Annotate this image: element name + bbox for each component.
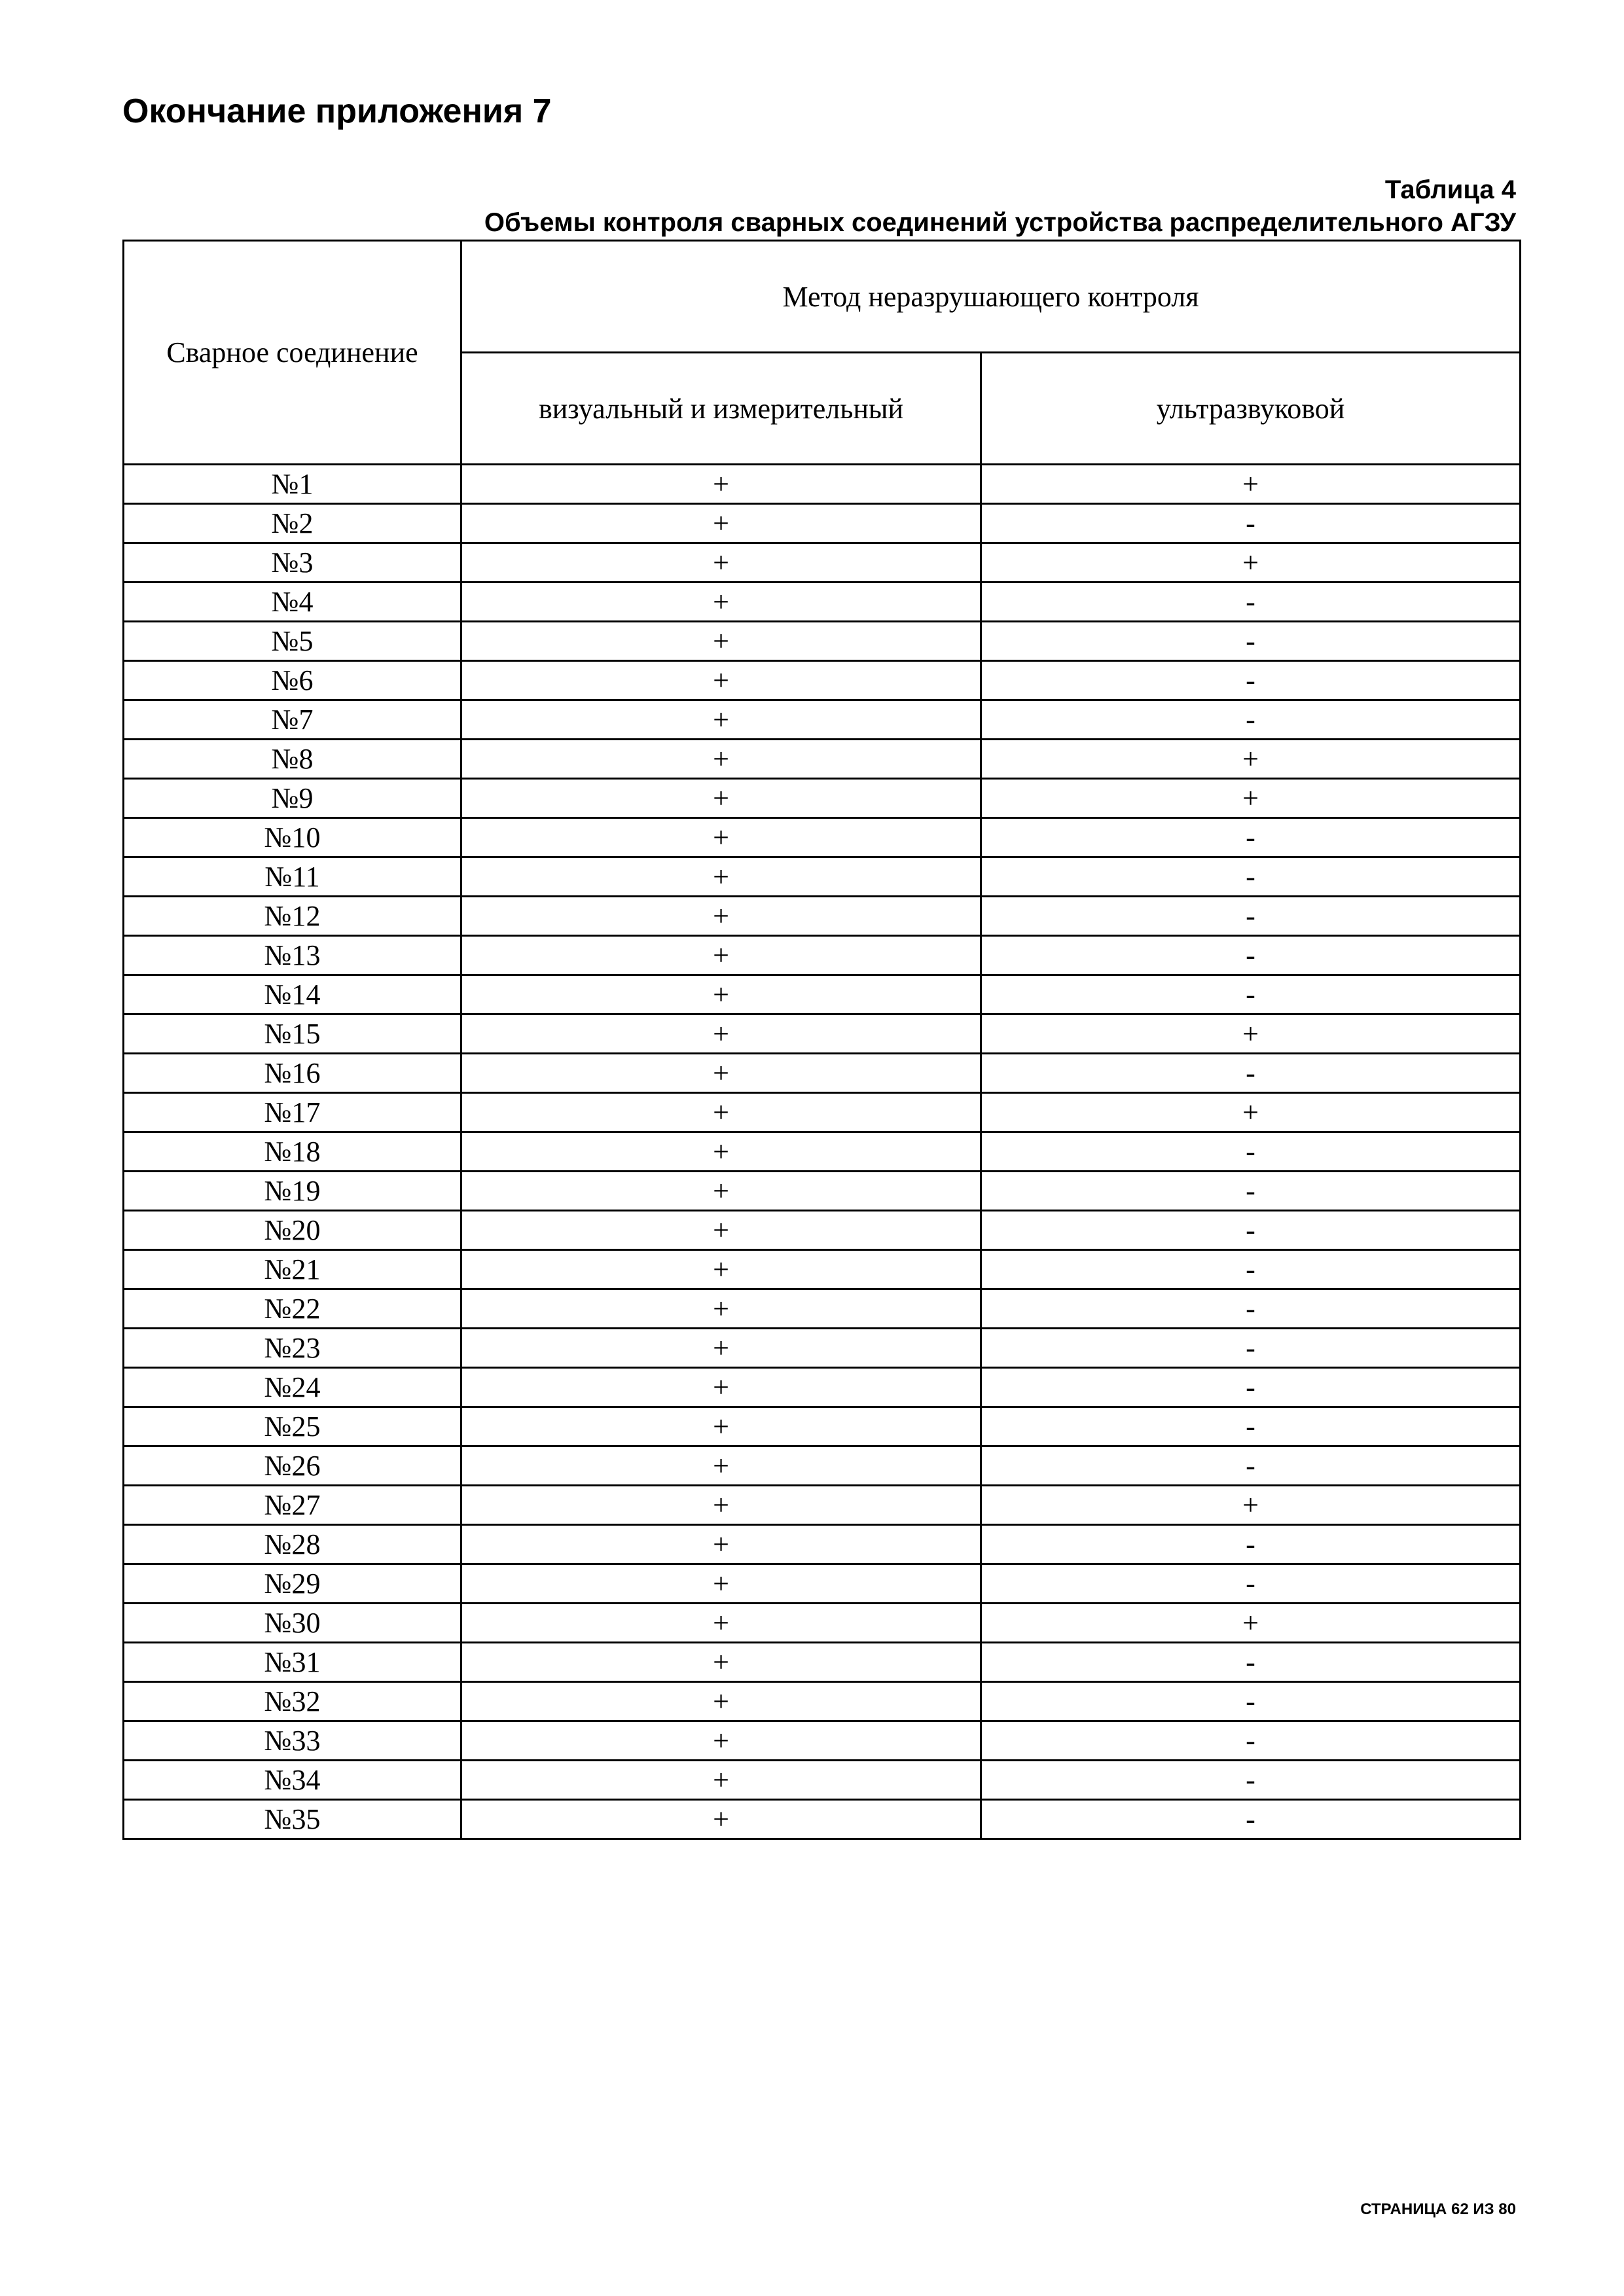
table-row [124,661,1521,700]
cell-visual: + [461,1721,981,1761]
cell-visual: + [461,1446,981,1486]
table-row [124,543,1521,583]
table-row [124,1014,1521,1054]
cell-visual: + [461,1525,981,1564]
cell-joint: №28 [124,1525,461,1564]
cell-joint: №7 [124,700,461,740]
cell-visual: + [461,975,981,1014]
cell-joint: №33 [124,1721,461,1761]
cell-visual: + [461,1643,981,1682]
cell-joint: №26 [124,1446,461,1486]
cell-joint: №29 [124,1564,461,1604]
table-row [124,1329,1521,1368]
cell-joint: №34 [124,1761,461,1800]
cell-ultrasonic: + [981,1014,1521,1054]
table-row [124,1132,1521,1172]
cell-ultrasonic: - [981,1054,1521,1093]
cell-visual: + [461,1054,981,1093]
cell-ultrasonic: - [981,661,1521,700]
header-joint: Сварное соединение [124,241,461,465]
cell-joint: №5 [124,622,461,661]
cell-visual: + [461,1132,981,1172]
cell-visual: + [461,936,981,975]
cell-ultrasonic: - [981,1329,1521,1368]
cell-visual: + [461,1289,981,1329]
cell-ultrasonic: - [981,1800,1521,1839]
cell-visual: + [461,1250,981,1289]
cell-joint: №20 [124,1211,461,1250]
cell-ultrasonic: - [981,1211,1521,1250]
cell-joint: №35 [124,1800,461,1839]
cell-ultrasonic: - [981,583,1521,622]
table-row [124,1211,1521,1250]
table-row [124,700,1521,740]
cell-ultrasonic: - [981,818,1521,857]
cell-joint: №23 [124,1329,461,1368]
cell-visual: + [461,1564,981,1604]
cell-ultrasonic: + [981,740,1521,779]
cell-visual: + [461,1604,981,1643]
table-row [124,818,1521,857]
cell-joint: №21 [124,1250,461,1289]
cell-ultrasonic: - [981,1446,1521,1486]
table-row [124,1643,1521,1682]
table-row [124,1289,1521,1329]
table-row [124,975,1521,1014]
cell-visual: + [461,1368,981,1407]
table-row [124,897,1521,936]
cell-joint: №30 [124,1604,461,1643]
cell-visual: + [461,897,981,936]
table-row [124,1093,1521,1132]
header-method: Метод неразрушающего контроля [461,241,1521,353]
cell-ultrasonic: - [981,857,1521,897]
cell-joint: №25 [124,1407,461,1446]
cell-visual: + [461,700,981,740]
cell-joint: №9 [124,779,461,818]
table-row [124,857,1521,897]
weld-inspection-table [122,240,1521,1840]
cell-joint: №2 [124,504,461,543]
cell-visual: + [461,779,981,818]
cell-ultrasonic: - [981,1721,1521,1761]
cell-visual: + [461,1800,981,1839]
table-row [124,1761,1521,1800]
cell-ultrasonic: - [981,1250,1521,1289]
table-row [124,622,1521,661]
cell-joint: №10 [124,818,461,857]
table-row [124,1604,1521,1643]
cell-ultrasonic: - [981,975,1521,1014]
cell-joint: №13 [124,936,461,975]
table-row [124,1800,1521,1839]
page-number: СТРАНИЦА 62 ИЗ 80 [1360,2200,1516,2218]
page-heading: Окончание приложения 7 [122,92,552,130]
cell-visual: + [461,583,981,622]
cell-ultrasonic: - [981,897,1521,936]
table-label: Таблица 4 [1384,175,1516,204]
table-row [124,936,1521,975]
cell-joint: №6 [124,661,461,700]
cell-ultrasonic: - [981,1761,1521,1800]
cell-ultrasonic: - [981,622,1521,661]
cell-ultrasonic: - [981,936,1521,975]
table-caption: Объемы контроля сварных соединений устройства распределительного АГЗУ [484,208,1516,237]
cell-visual: + [461,1486,981,1525]
table-row [124,740,1521,779]
cell-ultrasonic: - [981,504,1521,543]
table-row [124,1407,1521,1446]
cell-joint: №18 [124,1132,461,1172]
cell-visual: + [461,857,981,897]
cell-ultrasonic: - [981,700,1521,740]
cell-visual: + [461,504,981,543]
table-row [124,1054,1521,1093]
cell-ultrasonic: + [981,1093,1521,1132]
cell-ultrasonic: + [981,1486,1521,1525]
cell-ultrasonic: - [981,1564,1521,1604]
cell-ultrasonic: - [981,1407,1521,1446]
cell-joint: №17 [124,1093,461,1132]
cell-joint: №22 [124,1289,461,1329]
cell-joint: №4 [124,583,461,622]
cell-visual: + [461,1329,981,1368]
cell-ultrasonic: - [981,1289,1521,1329]
table-row [124,504,1521,543]
cell-ultrasonic: - [981,1368,1521,1407]
cell-joint: №11 [124,857,461,897]
table-row [124,1250,1521,1289]
table-row [124,1486,1521,1525]
cell-visual: + [461,543,981,583]
cell-joint: №15 [124,1014,461,1054]
table-row [124,583,1521,622]
table-row [124,1446,1521,1486]
table-row [124,1564,1521,1604]
cell-joint: №32 [124,1682,461,1721]
table-row [124,465,1521,504]
cell-visual: + [461,1761,981,1800]
cell-joint: №8 [124,740,461,779]
cell-visual: + [461,1682,981,1721]
cell-ultrasonic: - [981,1525,1521,1564]
cell-joint: №27 [124,1486,461,1525]
cell-joint: №3 [124,543,461,583]
cell-joint: №1 [124,465,461,504]
table-row [124,779,1521,818]
table-row [124,1525,1521,1564]
table-row [124,1682,1521,1721]
cell-joint: №24 [124,1368,461,1407]
header-visual: визуальный и измерительный [461,353,981,465]
cell-ultrasonic: - [981,1132,1521,1172]
cell-ultrasonic: + [981,465,1521,504]
cell-joint: №14 [124,975,461,1014]
cell-visual: + [461,740,981,779]
cell-ultrasonic: + [981,779,1521,818]
cell-visual: + [461,661,981,700]
cell-joint: №19 [124,1172,461,1211]
cell-visual: + [461,622,981,661]
cell-visual: + [461,1172,981,1211]
cell-ultrasonic: + [981,543,1521,583]
cell-visual: + [461,818,981,857]
cell-ultrasonic: - [981,1682,1521,1721]
header-ultrasonic: ультразвуковой [981,353,1521,465]
cell-ultrasonic: + [981,1604,1521,1643]
cell-ultrasonic: - [981,1172,1521,1211]
cell-visual: + [461,1407,981,1446]
cell-visual: + [461,1014,981,1054]
cell-joint: №12 [124,897,461,936]
table-row [124,1172,1521,1211]
cell-visual: + [461,465,981,504]
cell-visual: + [461,1093,981,1132]
cell-ultrasonic: - [981,1643,1521,1682]
cell-joint: №31 [124,1643,461,1682]
cell-joint: №16 [124,1054,461,1093]
cell-visual: + [461,1211,981,1250]
table-row [124,1721,1521,1761]
table-body [124,465,1521,1839]
table-row [124,1368,1521,1407]
